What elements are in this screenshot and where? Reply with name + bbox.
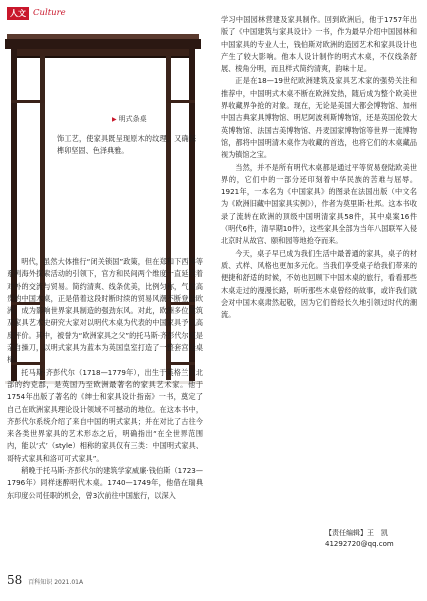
left-column-body	[7, 256, 203, 502]
left-paragraph-3: 托马斯·齐彭代尔（1718—1779年），出生于英格兰东北部的约克郡，是英国乃至欧洲最著名的家具艺术家。他于1754年出版了著名的《绅士和家具设计指南》一书，奠定了自己在欧洲家具理论设计领域不可撼动的地位。在这本书中，齐彭代尔系统介绍了来自中国的明式家具；并在对比了古往今来各类世界家具的艺术形态之后，明确指出“在全世界范围内，能以‘式’（style）相称的家具仅有三类：中国明式家具、哥特式家具和洛可可式家具”。	[7, 367, 203, 463]
editor-email: 41292720@qq.com	[325, 540, 394, 548]
publication-info: 百科知识 2021.01A	[28, 579, 84, 586]
editor-credit	[325, 528, 413, 550]
left-column-top	[57, 133, 196, 158]
right-paragraph-3: 当然，并不是所有明代木桌都是通过平等贸易登陆欧美世界的，它们中的一部分还印刻着中华民族的苦难与屈辱。1921年，一本名为《中国家具》的图录在法国出版（中文名为《欧洲旧藏中国家具实例》），作者为莫里斯·杜邦。这本书收录了流转在欧洲的顶级中国明清家具58件，其中桌案16件（明代6件，清早期10件），这些家具全部为当年八国联军入侵北京时从故宫、颐和园等地抢夺而来。	[221, 162, 417, 246]
caption-text: 明式条桌	[118, 115, 147, 123]
right-paragraph-4: 今天，桌子早已成为我们生活中最普通的家具，桌子的材质、式样、风格也更加多元化。当我们享受桌子给我们带来的便捷和舒适的时候，不妨也回顾下中国木桌的旅行，看看那些木桌走过的漫漫长路，听听那些木桌曾经的故事，或许我们就会对中国木桌肃然起敬，因为它们曾经长久地引领过时代的潮流。	[221, 248, 417, 320]
photo-caption	[112, 114, 147, 124]
left-paragraph-1: 饰工艺，使家具既呈现原木的纹理，又确保榫卯坚固、色泽典雅。	[57, 134, 196, 156]
section-header	[7, 6, 66, 20]
right-column	[221, 14, 417, 321]
page-number: 58	[7, 573, 23, 587]
right-paragraph-1: 学习中国园林营建及家具制作。回到欧洲后，他于1757年出版了《中国建筑与家具设计》一书，作为最早介绍中国园林和中国家具的专业人士，钱伯斯对欧洲的造园艺术和家具设计也产生了较大影响。他本人设计制作的明式木桌，不仅线条舒展、棱角分明，而且样式简约清爽，韵味十足。	[221, 15, 417, 74]
section-label-en: Culture	[33, 8, 66, 18]
right-paragraph-2: 正是在18—19世纪欧洲建筑及家具艺术家的强势关注和推荐中，中国明式木桌不断在欧洲发热，随后成为整个欧美世界收藏界争抢的对象。现在，无论是美国大都会博物馆、加州中国古典家具博物馆、明尼阿波利斯博物馆，还是英国伦敦大英博物馆、法国吉美博物馆、丹麦国家博物馆等世界一流博物馆，都将中国明清木桌作为收藏的首选，也将它们的木桌藏品视为镇馆之宝。	[221, 76, 417, 160]
section-tag: 人文	[7, 7, 29, 20]
left-paragraph-2: 明代，虽然大体推行“闭关锁国”政策，但在郑和下西洋等系列海外探索活动的引领下，官方和民间两个维度一直延续着对外的交流与贸易。简约清爽、线条优美，比例匀称，气质高贵的中国木桌，正是借着这段时断时续的贸易风潮不断登陆欧洲，成为影响世界家具制造的强劲东风。对此，欧洲多位建筑及家具艺术史研究大家对以明代木桌为代表的中国家具予以高度评价。其中，被誉为“欧洲家具之父”的托马斯·齐彭代尔更是亲自操刀，以明式家具为蓝本为英国皇室打造了一整套宫廷桌椅。	[7, 257, 203, 365]
caption-triangle-icon: ▶	[112, 115, 117, 123]
left-paragraph-4: 稍晚于托马斯·齐彭代尔的建筑学家威廉·钱伯斯（1723—1796年）同样迷醉明代木桌。1740—1749年，他借在瑞典东印度公司任职的机会，曾3次前往中国旅行，以深入	[7, 466, 203, 500]
editor-name: 【责任编辑】王 凯	[325, 529, 388, 537]
page-footer	[7, 573, 83, 587]
